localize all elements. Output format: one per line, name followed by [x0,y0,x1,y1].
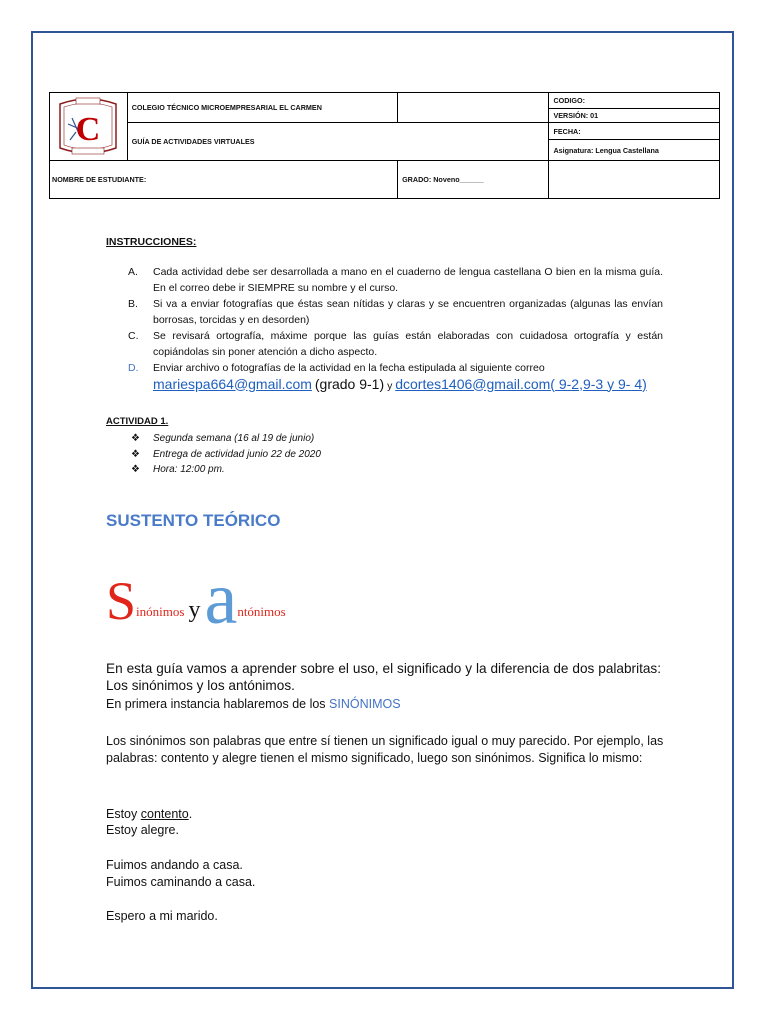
student-name-label: NOMBRE DE ESTUDIANTE: [50,161,398,199]
blank-cell [398,93,549,123]
email-link-1[interactable]: mariespa664@gmail.com [153,375,312,392]
example-line: Espero a mi marido. [106,909,218,923]
example-line: Estoy alegre. [106,823,179,837]
blank-cell-2 [549,161,720,199]
definition-paragraph: Los sinónimos son palabras que entre sí tienen un significado igual o muy parecido. Por ejemplo, las palabras: contento y alegre tienen el mismo significado, luego son sinónimos. Significa lo mismo: [106,734,664,765]
list-item: ❖ Entrega de actividad junio 22 de 2020 [131,447,321,463]
subject-label: Asignatura: Lengua Castellana [549,140,720,161]
school-name: COLEGIO TÉCNICO MICROEMPRESARIAL EL CARMEN [127,93,397,123]
example-line: Fuimos andando a casa. [106,858,243,872]
codigo-label: CODIGO: [549,93,720,109]
activity-bullets [131,431,321,478]
activity-title: ACTIVIDAD 1. [106,416,169,427]
list-item: B. Si va a enviar fotografías que éstas sean nítidas y claras y se encuentren organizadas (algunas las envían borrosas, torcidas y en desorden) [128,298,663,326]
diamond-bullet-icon: ❖ [131,464,140,475]
svg-text:C: C [75,110,101,148]
instructions-list [128,265,663,395]
example-line: Fuimos caminando a casa. [106,875,256,889]
guide-title: GUÍA DE ACTIVIDADES VIRTUALES [127,123,549,161]
fecha-label: FECHA: [549,123,720,140]
logo-cell [50,93,128,161]
intro-paragraph: En esta guía vamos a aprender sobre el uso, el significado y la diferencia de dos palabritas: Los sinónimos y los antónimos. [106,661,661,693]
list-item: D. Enviar archivo o fotografías de la actividad en la fecha estipulada al siguiente correo mariespa664@gmail.com (grado 9-1) y dcortes1406@gmail.com( 9-2,9-3 y 9- 4) [128,362,647,392]
synonyms-antonyms-title-art: S inónimos y a ntónimos [106,558,286,640]
email1-note: (grado 9-1) [314,375,385,392]
example-line: Estoy contento. [106,807,193,821]
list-item: ❖ Hora: 12:00 pm. [131,462,321,478]
email-link-2[interactable]: dcortes1406@gmail.com( 9-2,9-3 y 9- 4) [395,375,647,392]
email-connector: y [387,379,393,392]
diamond-bullet-icon: ❖ [131,433,140,444]
instructions-title: INSTRUCCIONES: [106,236,197,248]
list-item: A. Cada actividad debe ser desarrollada a mano en el cuaderno de lengua castellana O bien en la misma guía. En el correo debe ir SIEMPRE su nombre y el curso. [128,266,663,294]
diamond-bullet-icon: ❖ [131,448,140,460]
list-item: C. Se revisará ortografía, máxime porque las guías están elaboradas con cuidadosa ortografía y están copiándolas sin poner atención a dicho aspecto. [128,330,663,358]
section-heading: SUSTENTO TEÓRICO [106,511,281,530]
first-instance-line: En primera instancia hablaremos de los SINÓNIMOS [106,697,401,711]
header-table [49,92,720,199]
list-item: ❖ Segunda semana (16 al 19 de junio) [131,431,321,447]
version-label: VERSIÓN: 01 [549,109,720,123]
school-logo [50,94,126,160]
grade-label: GRADO: Noveno______ [398,161,549,199]
